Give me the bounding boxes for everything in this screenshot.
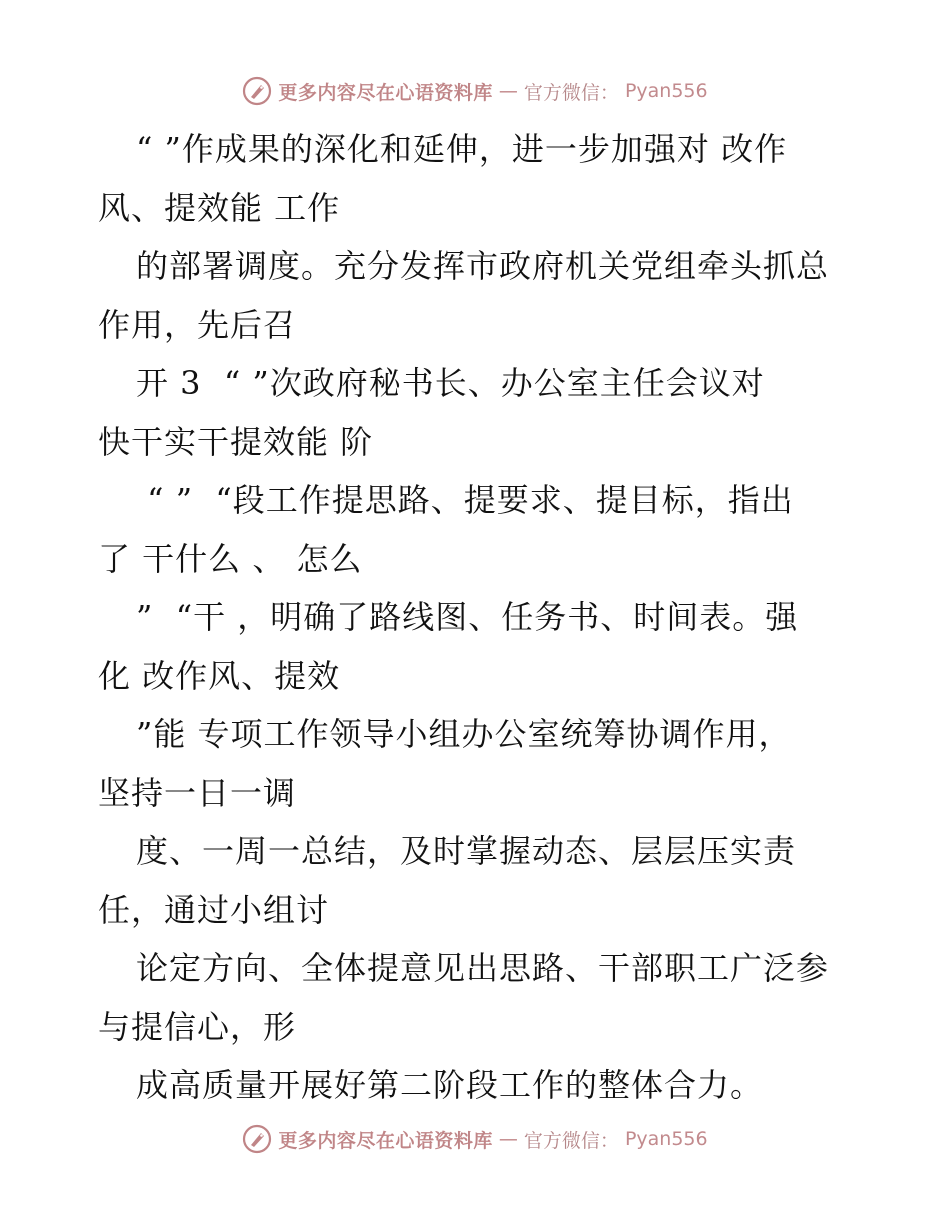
text-line: 的部署调度。充分发挥市政府机关党组牵头抓总: [136, 247, 830, 285]
text-line: 快干实干提效能 阶: [98, 422, 374, 461]
pen-nib-logo-icon: [242, 1124, 272, 1154]
footer-watermark: [0, 1124, 950, 1154]
pen-nib-logo-icon: [242, 76, 272, 106]
text-line: “ ”作成果的深化和延伸，进一步加强对 改作: [136, 130, 788, 168]
text-line: ”能 专项工作领导小组办公室统筹协调作用，: [136, 715, 792, 753]
text-line: “ ” “段工作提思路、提要求、提目标，指出: [136, 481, 794, 519]
watermark-account: Pyan556: [624, 1128, 708, 1150]
watermark-main-text: 更多内容尽在心语资料库: [278, 81, 493, 104]
text-line: 化 改作风、提效: [98, 656, 341, 695]
text-line: 任，通过小组讨: [98, 890, 330, 929]
text-line: 坚持一日一调: [98, 773, 297, 812]
text-line: 论定方向、全体提意见出思路、干部职工广泛参: [136, 949, 830, 987]
text-line: 成高质量开展好第二阶段工作的整体合力。: [136, 1066, 764, 1104]
watermark-separator: —: [498, 1128, 518, 1150]
watermark-sub-text: 官方微信：: [523, 1129, 619, 1152]
watermark-account: Pyan556: [624, 80, 708, 102]
text-line: 与提信心，形: [98, 1007, 297, 1046]
text-line: 风、提效能 工作: [98, 188, 341, 227]
text-line: 度、一周一总结，及时掌握动态、层层压实责: [136, 832, 797, 870]
header-watermark: [0, 76, 950, 106]
watermark-main-text: 更多内容尽在心语资料库: [278, 1129, 493, 1152]
document-body: [98, 120, 858, 1115]
watermark-sub-text: 官方微信：: [523, 81, 619, 104]
text-line: 了 干什么 、 怎么: [98, 539, 363, 578]
text-line: 作用，先后召: [98, 305, 297, 344]
watermark-separator: —: [498, 80, 518, 102]
text-line: 开 3 “ ”次政府秘书长、办公室主任会议对: [136, 364, 765, 402]
text-line: ” “干 ，明确了路线图、任务书、时间表。强: [136, 598, 799, 636]
